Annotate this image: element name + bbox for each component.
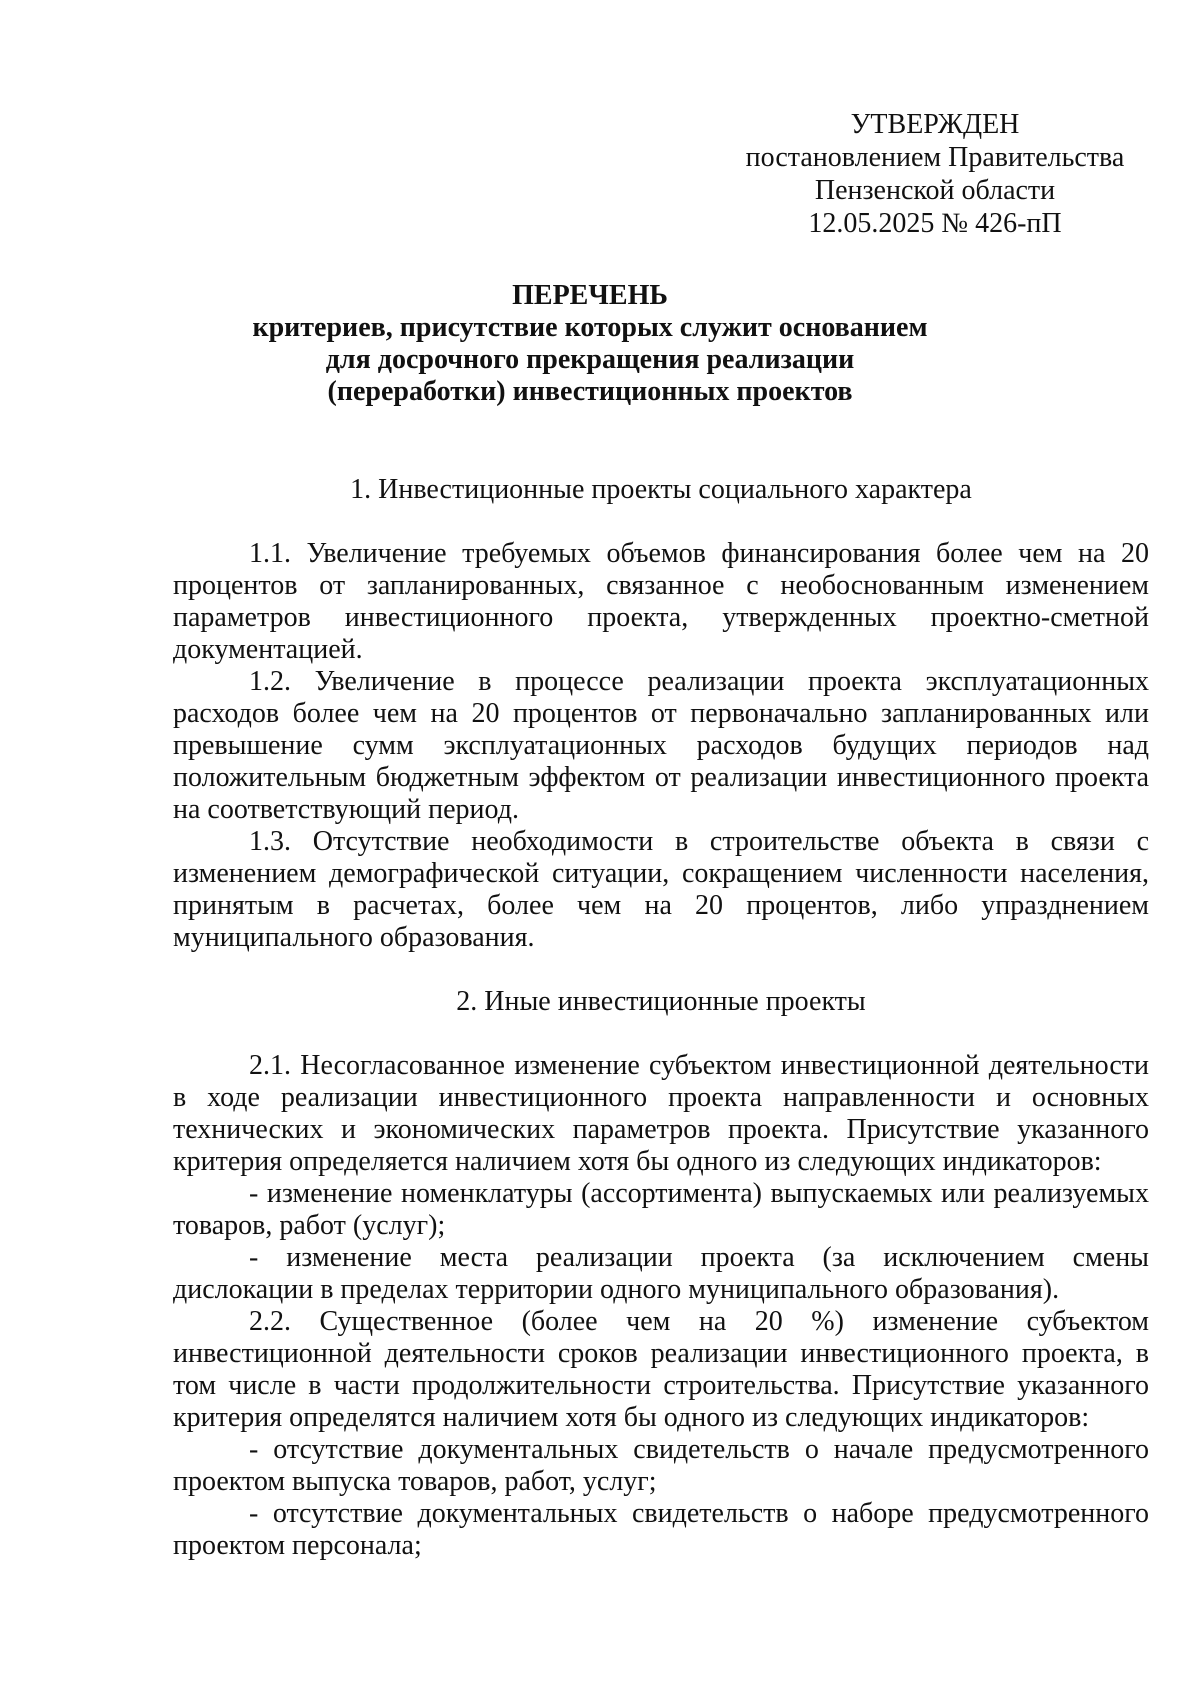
approval-date-number: 12.05.2025 № 426-пП: [808, 208, 1062, 239]
document-title: [160, 280, 1020, 408]
paragraph-1-1: 1.1. Увеличение требуемых объемов финансирования более чем на 20 процентов от запланированных, связанное с необоснованным изменением параметров инвестиционного проекта, утвержденных проектно-сметной документацией.: [173, 538, 1149, 665]
section-2-heading: 2. Иные инвестиционные проекты: [456, 986, 866, 1017]
title-line-4: (переработки) инвестиционных проектов: [327, 376, 853, 407]
approval-status: УТВЕРЖДЕН: [850, 109, 1020, 140]
document-body: [173, 474, 1149, 1562]
paragraph-2-2: 2.2. Существенное (более чем на 20 %) изменение субъектом инвестиционной деятельности сроков реализации инвестиционного проекта, в том числе в части продолжительности строительства. Присутствие указанного критерия определятся наличием хотя бы одного из следующих индикаторов:: [173, 1306, 1149, 1433]
spacer: [173, 1018, 1149, 1050]
title-line-3: для досрочного прекращения реализации: [325, 344, 855, 375]
approval-block: [740, 108, 1130, 240]
approval-authority: постановлением Правительства: [745, 142, 1125, 173]
paragraph-2-1-indicator-1: - изменение номенклатуры (ассортимента) выпускаемых или реализуемых товаров, работ (услуг);: [173, 1178, 1149, 1241]
title-line-1: ПЕРЕЧЕНЬ: [512, 280, 668, 311]
paragraph-2-1: 2.1. Несогласованное изменение субъектом инвестиционной деятельности в ходе реализации инвестиционного проекта направленности и основных технических и экономических параметров проекта. Присутствие указанного критерия определяется наличием хотя бы одного из следующих индикаторов:: [173, 1050, 1149, 1177]
paragraph-2-2-indicator-1: - отсутствие документальных свидетельств о начале предусмотренного проектом выпуска товаров, работ, услуг;: [173, 1434, 1149, 1497]
title-line-2: критериев, присутствие которых служит основанием: [252, 312, 928, 343]
paragraph-1-3: 1.3. Отсутствие необходимости в строительстве объекта в связи с изменением демографической ситуации, сокращением численности населения, принятым в расчетах, более чем на 20 процентов, либо упразднением муниципального образования.: [173, 826, 1149, 953]
paragraph-2-2-indicator-2: - отсутствие документальных свидетельств о наборе предусмотренного проектом персонала;: [173, 1498, 1149, 1561]
spacer: [173, 954, 1149, 986]
section-1-heading: 1. Инвестиционные проекты социального характера: [350, 474, 972, 505]
paragraph-1-2: 1.2. Увеличение в процессе реализации проекта эксплуатационных расходов более чем на 20 процентов от первоначально запланированных или превышение сумм эксплуатационных расходов будущих периодов над положительным бюджетным эффектом от реализации инвестиционного проекта на соответствующий период.: [173, 666, 1149, 825]
approval-region: Пензенской области: [814, 175, 1056, 206]
paragraph-2-1-indicator-2: - изменение места реализации проекта (за исключением смены дислокации в пределах территории одного муниципального образования).: [173, 1242, 1149, 1305]
spacer: [173, 506, 1149, 538]
